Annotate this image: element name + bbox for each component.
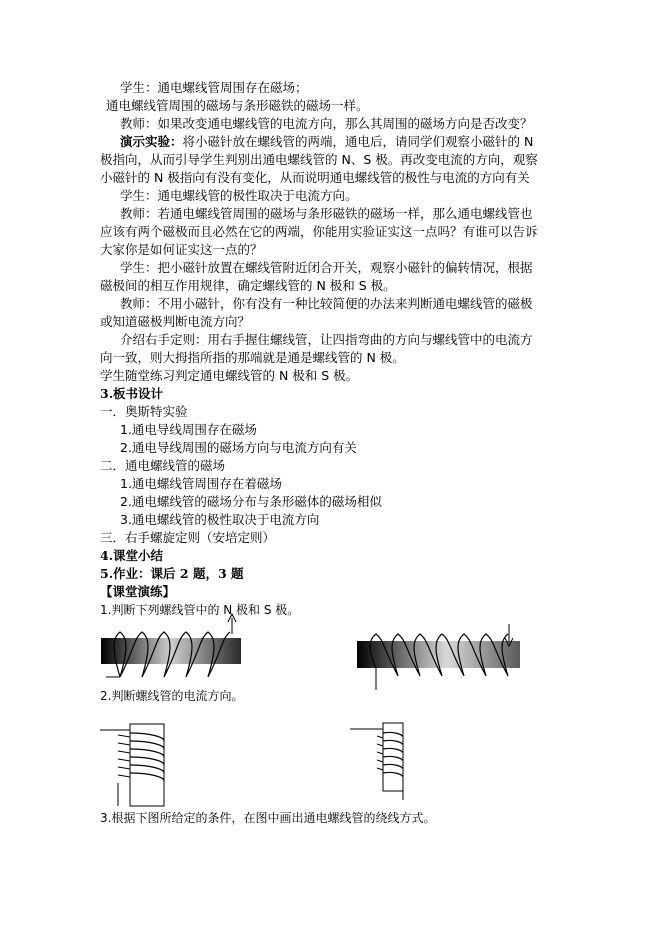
- board-item: 1.通电导线周围存在磁场: [120, 422, 257, 437]
- text-line: 磁极间的相互作用规律，确定螺线管的 N 极和 S 极。: [100, 278, 396, 293]
- text-line: 教师：如果改变通电螺线管的电流方向，那么其周围的磁场方向是否改变？: [120, 116, 533, 131]
- board-item: 2.通电螺线管的磁场分布与条形磁体的磁场相似: [120, 494, 382, 509]
- board-item: 1.通电螺线管周围存在着磁场: [120, 476, 282, 491]
- board-item: 二．通电螺线管的磁场: [100, 458, 226, 473]
- vertical-solenoid-right: [350, 723, 403, 800]
- text-line: 学生随堂练习判定通电螺线管的 N 极和 S 极。: [100, 368, 359, 383]
- text-line: 向一致，则大拇指所指的那端就是通是螺线管的 N 极。: [100, 350, 405, 365]
- text-line: 教师：不用小磁针，你有没有一种比较简便的办法来判断通电螺线管的磁极: [120, 296, 533, 311]
- vertical-solenoid-left: [100, 724, 164, 806]
- homework-heading: 5.作业：课后 2 题，3 题: [100, 566, 244, 581]
- question-2: 2.判断螺线管的电流方向。: [100, 689, 244, 703]
- demo-label: 演示实验：: [120, 134, 183, 149]
- solenoid-right: [357, 624, 520, 690]
- text-line: 大家你是如何证实这一点的？: [100, 242, 263, 257]
- solenoid-left: [101, 614, 241, 677]
- question-1: 1.判断下列螺线管中的 N 极和 S 极。: [100, 603, 300, 617]
- exercise-title: 【课堂演练】: [100, 584, 176, 599]
- board-item: 一．奥斯特实验: [100, 404, 188, 419]
- text-line: 学生：通电螺线管的极性取决于电流方向。: [120, 188, 358, 203]
- board-item: 2.通电导线周围的磁场方向与电流方向有关: [120, 440, 357, 455]
- text-line: 学生：通电螺线管周围存在磁场；: [120, 80, 308, 95]
- text-line: 应该有两个磁极而且必然在它的两端，你能用实验证实这一点吗？有谁可以告诉: [100, 224, 538, 239]
- text-line: 学生：把小磁针放置在螺线管附近闭合开关，观察小磁针的偏转情况，根据: [120, 260, 533, 275]
- board-item: 三．右手螺旋定则（安培定则）: [100, 530, 276, 545]
- text-line: 通电螺线管周围的磁场与条形磁铁的磁场一样。: [106, 98, 369, 113]
- board-heading: 3.板书设计: [100, 386, 164, 401]
- question-3: 3.根据下图所给定的条件，在图中画出通电螺线管的绕线方式。: [100, 811, 436, 825]
- text-line: 介绍右手定则：用右手握住螺线管，让四指弯曲的方向与螺线管中的电流方: [120, 332, 533, 347]
- summary-heading: 4.课堂小结: [100, 548, 164, 563]
- text-line: 或知道磁极判断电流方向？: [100, 314, 251, 329]
- text-line: 小磁针的 N 极指向有没有变化，从而说明通电螺线管的极性与电流的方向有关: [100, 170, 530, 185]
- board-item: 3.通电螺线管的极性取决于电流方向: [120, 512, 320, 527]
- text-line: 教师：若通电螺线管周围的磁场与条形磁铁的磁场一样，那么通电螺线管也: [120, 206, 533, 221]
- text-line: 极指向，从而引导学生判别出通电螺线管的 N、S 极。再改变电流的方向，观察: [100, 152, 538, 167]
- demo-text: 将小磁针放在螺线管的两端，通电后，请同学们观察小磁针的 N: [182, 134, 534, 149]
